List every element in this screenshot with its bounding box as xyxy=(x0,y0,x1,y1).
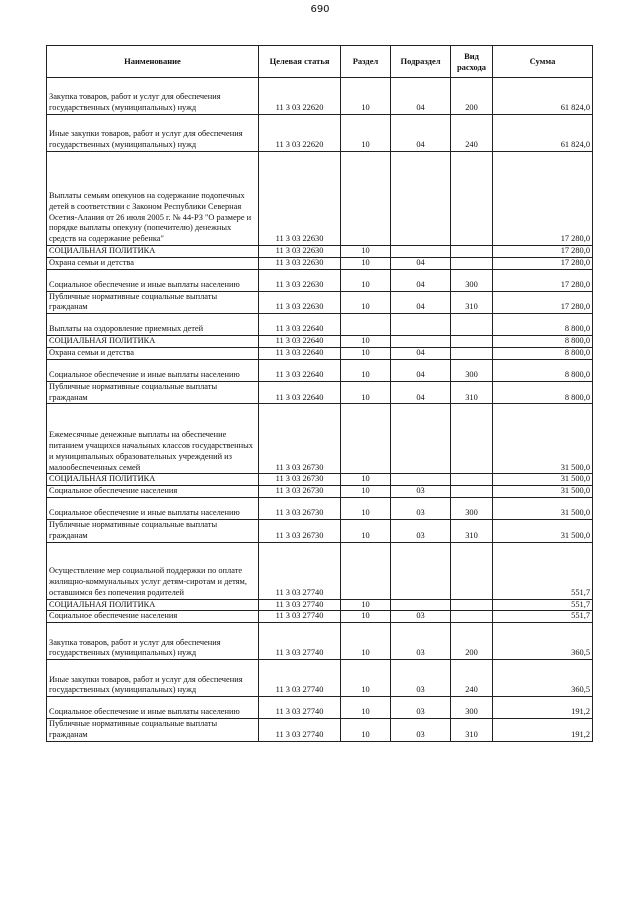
cell-subsection: 03 xyxy=(391,611,451,623)
cell-expense-type xyxy=(451,152,493,246)
cell-subsection xyxy=(391,404,451,474)
cell-section: 10 xyxy=(341,115,391,152)
cell-expense-type xyxy=(451,336,493,348)
cell-name: СОЦИАЛЬНАЯ ПОЛИТИКА xyxy=(47,336,259,348)
table-row xyxy=(47,486,593,498)
header-amount: Сумма xyxy=(493,46,593,78)
cell-target-article: 11 3 03 26730 xyxy=(259,486,341,498)
page-number: 690 xyxy=(310,4,330,15)
cell-target-article: 11 3 03 26730 xyxy=(259,474,341,486)
cell-name: Закупка товаров, работ и услуг для обеспечения государственных (муниципальных) нужд xyxy=(47,623,259,660)
table-row xyxy=(47,314,593,336)
cell-target-article: 11 3 03 27740 xyxy=(259,611,341,623)
cell-amount: 31 500,0 xyxy=(493,486,593,498)
cell-name: Социальное обеспечение населения xyxy=(47,486,259,498)
table-row xyxy=(47,269,593,291)
cell-section: 10 xyxy=(341,257,391,269)
cell-subsection: 04 xyxy=(391,359,451,381)
header-expense-type: Вид расхода xyxy=(451,46,493,78)
table-row xyxy=(47,474,593,486)
cell-target-article: 11 3 03 22640 xyxy=(259,314,341,336)
cell-expense-type: 310 xyxy=(451,381,493,404)
cell-section: 10 xyxy=(341,611,391,623)
cell-section: 10 xyxy=(341,359,391,381)
cell-name: СОЦИАЛЬНАЯ ПОЛИТИКА xyxy=(47,246,259,258)
cell-target-article: 11 3 03 22630 xyxy=(259,152,341,246)
cell-target-article: 11 3 03 27740 xyxy=(259,623,341,660)
table-row xyxy=(47,336,593,348)
cell-expense-type xyxy=(451,599,493,611)
cell-name: Публичные нормативные социальные выплаты гражданам xyxy=(47,519,259,542)
header-name: Наименование xyxy=(47,46,259,78)
cell-amount: 17 280,0 xyxy=(493,257,593,269)
table-row xyxy=(47,697,593,719)
cell-expense-type: 300 xyxy=(451,269,493,291)
cell-subsection: 03 xyxy=(391,623,451,660)
cell-expense-type: 310 xyxy=(451,519,493,542)
table-row xyxy=(47,291,593,314)
cell-amount: 61 824,0 xyxy=(493,115,593,152)
cell-amount: 551,7 xyxy=(493,611,593,623)
cell-target-article: 11 3 03 26730 xyxy=(259,404,341,474)
header-target-article: Целевая статья xyxy=(259,46,341,78)
cell-amount: 17 280,0 xyxy=(493,152,593,246)
cell-name: Закупка товаров, работ и услуг для обеспечения государственных (муниципальных) нужд xyxy=(47,78,259,115)
cell-subsection: 03 xyxy=(391,519,451,542)
cell-subsection xyxy=(391,599,451,611)
table-row xyxy=(47,623,593,660)
cell-expense-type: 310 xyxy=(451,719,493,742)
table-row xyxy=(47,599,593,611)
cell-subsection: 03 xyxy=(391,486,451,498)
table-row xyxy=(47,78,593,115)
cell-name: Социальное обеспечение и иные выплаты населению xyxy=(47,359,259,381)
cell-section xyxy=(341,152,391,246)
table-row xyxy=(47,359,593,381)
cell-amount: 191,2 xyxy=(493,719,593,742)
cell-target-article: 11 3 03 22640 xyxy=(259,359,341,381)
cell-section: 10 xyxy=(341,347,391,359)
cell-name: Иные закупки товаров, работ и услуг для обеспечения государственных (муниципальных) нужд xyxy=(47,115,259,152)
cell-subsection xyxy=(391,336,451,348)
cell-amount: 8 800,0 xyxy=(493,336,593,348)
cell-name: Выплаты семьям опекунов на содержание подопечных детей в соответствии с Законом Республики Северная Осетия-Алания от 26 июля 2005 г. № 44-РЗ "О размере и порядке выплаты опекуну (попечителю) денежных средств на содержание ребенка" xyxy=(47,152,259,246)
cell-target-article: 11 3 03 22630 xyxy=(259,257,341,269)
cell-subsection: 03 xyxy=(391,660,451,697)
cell-expense-type xyxy=(451,347,493,359)
cell-expense-type: 200 xyxy=(451,623,493,660)
cell-target-article: 11 3 03 27740 xyxy=(259,660,341,697)
cell-amount: 8 800,0 xyxy=(493,347,593,359)
table-row xyxy=(47,115,593,152)
cell-subsection: 04 xyxy=(391,291,451,314)
cell-subsection: 03 xyxy=(391,497,451,519)
cell-expense-type xyxy=(451,246,493,258)
cell-section: 10 xyxy=(341,719,391,742)
table-row xyxy=(47,381,593,404)
cell-amount: 191,2 xyxy=(493,697,593,719)
cell-name: Охрана семьи и детства xyxy=(47,257,259,269)
cell-target-article: 11 3 03 22630 xyxy=(259,269,341,291)
cell-target-article: 11 3 03 22620 xyxy=(259,78,341,115)
cell-section: 10 xyxy=(341,474,391,486)
cell-target-article: 11 3 03 27740 xyxy=(259,542,341,599)
cell-section: 10 xyxy=(341,623,391,660)
cell-expense-type: 200 xyxy=(451,78,493,115)
table-row xyxy=(47,719,593,742)
cell-expense-type xyxy=(451,404,493,474)
cell-subsection xyxy=(391,474,451,486)
table-row xyxy=(47,257,593,269)
table-row xyxy=(47,660,593,697)
cell-amount: 17 280,0 xyxy=(493,291,593,314)
cell-name: Охрана семьи и детства xyxy=(47,347,259,359)
cell-name: СОЦИАЛЬНАЯ ПОЛИТИКА xyxy=(47,474,259,486)
cell-subsection: 04 xyxy=(391,381,451,404)
cell-name: Социальное обеспечение и иные выплаты населению xyxy=(47,269,259,291)
cell-subsection: 03 xyxy=(391,719,451,742)
cell-subsection xyxy=(391,542,451,599)
cell-section: 10 xyxy=(341,486,391,498)
cell-section xyxy=(341,314,391,336)
cell-expense-type xyxy=(451,542,493,599)
cell-expense-type: 300 xyxy=(451,497,493,519)
cell-subsection: 04 xyxy=(391,257,451,269)
cell-name: Социальное обеспечение и иные выплаты населению xyxy=(47,497,259,519)
cell-amount: 551,7 xyxy=(493,599,593,611)
cell-target-article: 11 3 03 26730 xyxy=(259,519,341,542)
cell-expense-type xyxy=(451,611,493,623)
cell-target-article: 11 3 03 27740 xyxy=(259,599,341,611)
cell-name: Осуществление мер социальной поддержки по оплате жилищно-коммунальных услуг детям-сиротам и детям, оставшимся без попечения родителей xyxy=(47,542,259,599)
cell-target-article: 11 3 03 27740 xyxy=(259,697,341,719)
cell-expense-type xyxy=(451,486,493,498)
cell-section xyxy=(341,542,391,599)
cell-amount: 31 500,0 xyxy=(493,497,593,519)
cell-amount: 551,7 xyxy=(493,542,593,599)
cell-expense-type: 240 xyxy=(451,660,493,697)
cell-name: Публичные нормативные социальные выплаты гражданам xyxy=(47,381,259,404)
cell-section xyxy=(341,404,391,474)
cell-target-article: 11 3 03 22640 xyxy=(259,347,341,359)
cell-name: Публичные нормативные социальные выплаты гражданам xyxy=(47,291,259,314)
cell-expense-type xyxy=(451,474,493,486)
cell-section: 10 xyxy=(341,246,391,258)
cell-name: Социальное обеспечение и иные выплаты населению xyxy=(47,697,259,719)
cell-amount: 31 500,0 xyxy=(493,404,593,474)
cell-amount: 31 500,0 xyxy=(493,474,593,486)
cell-subsection xyxy=(391,314,451,336)
cell-target-article: 11 3 03 22630 xyxy=(259,246,341,258)
cell-target-article: 11 3 03 22640 xyxy=(259,381,341,404)
table-row xyxy=(47,152,593,246)
cell-target-article: 11 3 03 27740 xyxy=(259,719,341,742)
cell-name: Иные закупки товаров, работ и услуг для обеспечения государственных (муниципальных) нужд xyxy=(47,660,259,697)
cell-amount: 8 800,0 xyxy=(493,381,593,404)
cell-section: 10 xyxy=(341,336,391,348)
cell-amount: 31 500,0 xyxy=(493,519,593,542)
cell-amount: 360,5 xyxy=(493,660,593,697)
cell-subsection xyxy=(391,152,451,246)
cell-target-article: 11 3 03 22630 xyxy=(259,291,341,314)
table-header-row xyxy=(47,46,593,78)
cell-section: 10 xyxy=(341,78,391,115)
cell-section: 10 xyxy=(341,599,391,611)
cell-amount: 17 280,0 xyxy=(493,246,593,258)
table-row xyxy=(47,519,593,542)
cell-subsection: 04 xyxy=(391,347,451,359)
cell-name: Публичные нормативные социальные выплаты гражданам xyxy=(47,719,259,742)
cell-expense-type: 300 xyxy=(451,697,493,719)
cell-section: 10 xyxy=(341,269,391,291)
cell-amount: 8 800,0 xyxy=(493,314,593,336)
cell-name: СОЦИАЛЬНАЯ ПОЛИТИКА xyxy=(47,599,259,611)
cell-amount: 8 800,0 xyxy=(493,359,593,381)
cell-amount: 17 280,0 xyxy=(493,269,593,291)
cell-expense-type xyxy=(451,314,493,336)
table-row xyxy=(47,347,593,359)
cell-section: 10 xyxy=(341,697,391,719)
budget-table xyxy=(46,45,593,742)
cell-subsection: 04 xyxy=(391,78,451,115)
cell-amount: 360,5 xyxy=(493,623,593,660)
cell-section: 10 xyxy=(341,291,391,314)
cell-target-article: 11 3 03 26730 xyxy=(259,497,341,519)
cell-target-article: 11 3 03 22620 xyxy=(259,115,341,152)
table-row xyxy=(47,611,593,623)
cell-subsection: 04 xyxy=(391,115,451,152)
cell-section: 10 xyxy=(341,519,391,542)
table-row xyxy=(47,542,593,599)
header-section: Раздел xyxy=(341,46,391,78)
cell-expense-type xyxy=(451,257,493,269)
table-row xyxy=(47,497,593,519)
cell-expense-type: 310 xyxy=(451,291,493,314)
cell-subsection: 03 xyxy=(391,697,451,719)
cell-expense-type: 300 xyxy=(451,359,493,381)
cell-section: 10 xyxy=(341,497,391,519)
cell-section: 10 xyxy=(341,381,391,404)
table-body xyxy=(47,78,593,742)
cell-subsection xyxy=(391,246,451,258)
cell-name: Социальное обеспечение населения xyxy=(47,611,259,623)
cell-section: 10 xyxy=(341,660,391,697)
cell-subsection: 04 xyxy=(391,269,451,291)
header-subsection: Подраздел xyxy=(391,46,451,78)
cell-target-article: 11 3 03 22640 xyxy=(259,336,341,348)
table-row xyxy=(47,404,593,474)
cell-expense-type: 240 xyxy=(451,115,493,152)
table-row xyxy=(47,246,593,258)
cell-amount: 61 824,0 xyxy=(493,78,593,115)
cell-name: Ежемесячные денежные выплаты на обеспечение питанием учащихся начальных классов государственных и муниципальных образовательных учреждений из малообеспеченных семей xyxy=(47,404,259,474)
cell-name: Выплаты на оздоровление приемных детей xyxy=(47,314,259,336)
